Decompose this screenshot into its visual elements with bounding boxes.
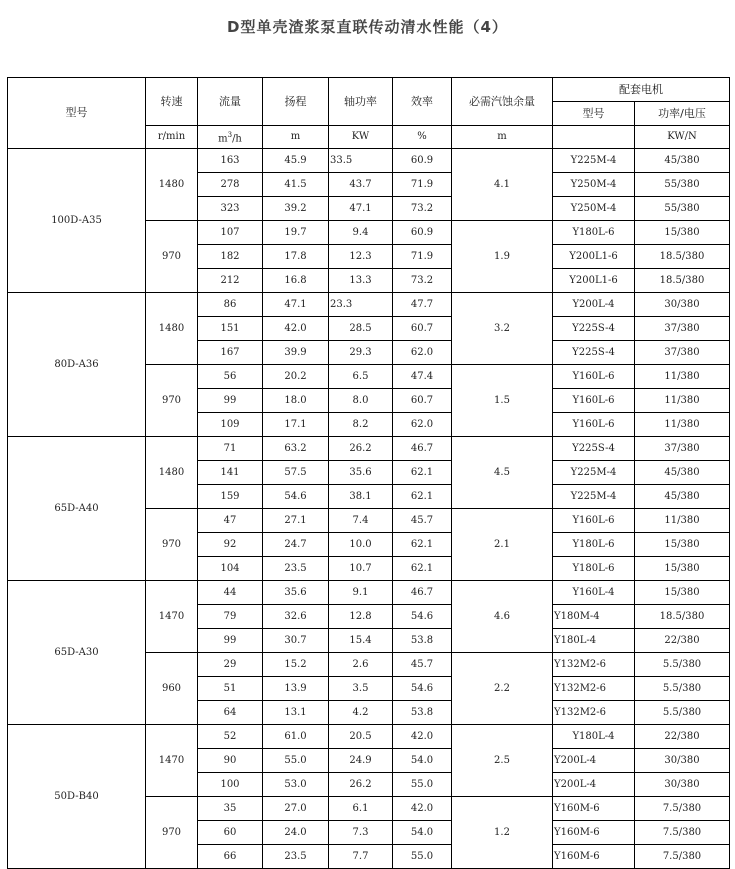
cell-shaft-power: 8.0 [329, 389, 393, 413]
cell-shaft-power: 6.1 [329, 797, 393, 821]
cell-efficiency: 62.1 [393, 557, 452, 581]
cell-motor-model: Y225M-4 [553, 149, 635, 173]
cell-efficiency: 42.0 [393, 725, 452, 749]
cell-motor-power: 45/380 [635, 149, 730, 173]
cell-motor-model: Y180L-4 [553, 725, 635, 749]
cell-efficiency: 60.7 [393, 317, 452, 341]
cell-head: 61.0 [263, 725, 329, 749]
cell-head: 55.0 [263, 749, 329, 773]
cell-efficiency: 60.9 [393, 221, 452, 245]
cell-shaft-power: 35.6 [329, 461, 393, 485]
cell-model: 100D-A35 [8, 149, 146, 293]
cell-shaft-power: 23.3 [329, 293, 393, 317]
cell-motor-model: Y200L-4 [553, 773, 635, 797]
cell-head: 23.5 [263, 557, 329, 581]
cell-efficiency: 55.0 [393, 773, 452, 797]
cell-shaft-power: 9.1 [329, 581, 393, 605]
cell-npsh: 1.9 [452, 221, 553, 293]
cell-head: 27.0 [263, 797, 329, 821]
cell-motor-model: Y225S-4 [553, 341, 635, 365]
cell-flow: 151 [198, 317, 263, 341]
cell-efficiency: 73.2 [393, 197, 452, 221]
cell-flow: 86 [198, 293, 263, 317]
cell-flow: 60 [198, 821, 263, 845]
cell-motor-power: 45/380 [635, 461, 730, 485]
cell-head: 54.6 [263, 485, 329, 509]
cell-flow: 92 [198, 533, 263, 557]
cell-efficiency: 71.9 [393, 245, 452, 269]
cell-motor-model: Y250M-4 [553, 197, 635, 221]
cell-model: 80D-A36 [8, 293, 146, 437]
cell-motor-model: Y225S-4 [553, 317, 635, 341]
cell-motor-power: 11/380 [635, 413, 730, 437]
unit-motor-model [553, 126, 635, 149]
header-head: 扬程 [263, 78, 329, 126]
cell-flow: 100 [198, 773, 263, 797]
cell-shaft-power: 4.2 [329, 701, 393, 725]
cell-speed: 1480 [146, 149, 198, 221]
cell-shaft-power: 7.7 [329, 845, 393, 869]
cell-shaft-power: 15.4 [329, 629, 393, 653]
cell-flow: 278 [198, 173, 263, 197]
cell-efficiency: 62.1 [393, 461, 452, 485]
cell-motor-model: Y200L1-6 [553, 269, 635, 293]
cell-head: 24.0 [263, 821, 329, 845]
cell-speed: 970 [146, 365, 198, 437]
cell-efficiency: 60.7 [393, 389, 452, 413]
cell-head: 15.2 [263, 653, 329, 677]
cell-head: 47.1 [263, 293, 329, 317]
cell-motor-model: Y250M-4 [553, 173, 635, 197]
cell-npsh: 4.6 [452, 581, 553, 653]
cell-motor-model: Y225M-4 [553, 461, 635, 485]
cell-efficiency: 62.0 [393, 413, 452, 437]
cell-efficiency: 54.6 [393, 605, 452, 629]
unit-motor-power: KW/N [635, 126, 730, 149]
cell-head: 17.8 [263, 245, 329, 269]
cell-head: 39.9 [263, 341, 329, 365]
header-speed: 转速 [146, 78, 198, 126]
cell-head: 16.8 [263, 269, 329, 293]
cell-flow: 109 [198, 413, 263, 437]
cell-motor-model: Y160L-6 [553, 413, 635, 437]
cell-motor-model: Y225S-4 [553, 437, 635, 461]
cell-flow: 212 [198, 269, 263, 293]
table-row [8, 437, 730, 461]
cell-motor-model: Y160M-6 [553, 797, 635, 821]
cell-efficiency: 54.0 [393, 821, 452, 845]
page-title: D型单壳渣浆泵直联传动清水性能（4） [227, 18, 508, 36]
unit-shaft-power: KW [329, 126, 393, 149]
cell-shaft-power: 7.3 [329, 821, 393, 845]
cell-head: 17.1 [263, 413, 329, 437]
cell-head: 35.6 [263, 581, 329, 605]
cell-motor-model: Y180L-6 [553, 533, 635, 557]
cell-speed: 960 [146, 653, 198, 725]
cell-flow: 29 [198, 653, 263, 677]
cell-flow: 107 [198, 221, 263, 245]
cell-flow: 90 [198, 749, 263, 773]
cell-shaft-power: 10.0 [329, 533, 393, 557]
cell-efficiency: 54.0 [393, 749, 452, 773]
cell-motor-model: Y180M-4 [553, 605, 635, 629]
cell-flow: 44 [198, 581, 263, 605]
cell-motor-power: 22/380 [635, 725, 730, 749]
cell-shaft-power: 26.2 [329, 437, 393, 461]
cell-motor-power: 37/380 [635, 317, 730, 341]
cell-npsh: 2.5 [452, 725, 553, 797]
header-model: 型号 [8, 78, 146, 149]
cell-efficiency: 47.4 [393, 365, 452, 389]
cell-npsh: 4.5 [452, 437, 553, 509]
cell-motor-model: Y160L-6 [553, 389, 635, 413]
cell-motor-power: 30/380 [635, 293, 730, 317]
cell-head: 45.9 [263, 149, 329, 173]
cell-npsh: 1.2 [452, 797, 553, 869]
cell-motor-model: Y180L-6 [553, 557, 635, 581]
cell-motor-model: Y200L-4 [553, 749, 635, 773]
cell-flow: 104 [198, 557, 263, 581]
cell-motor-model: Y180L-4 [553, 629, 635, 653]
cell-model: 50D-B40 [8, 725, 146, 869]
cell-motor-model: Y132M2-6 [553, 677, 635, 701]
cell-flow: 64 [198, 701, 263, 725]
cell-motor-power: 5.5/380 [635, 653, 730, 677]
cell-motor-power: 11/380 [635, 509, 730, 533]
cell-head: 13.1 [263, 701, 329, 725]
cell-model: 65D-A30 [8, 581, 146, 725]
cell-motor-power: 11/380 [635, 389, 730, 413]
table-row [8, 149, 730, 173]
cell-speed: 970 [146, 221, 198, 293]
cell-head: 24.7 [263, 533, 329, 557]
cell-flow: 35 [198, 797, 263, 821]
cell-motor-power: 22/380 [635, 629, 730, 653]
cell-flow: 66 [198, 845, 263, 869]
unit-speed: r/min [146, 126, 198, 149]
table-row [8, 725, 730, 749]
cell-motor-power: 37/380 [635, 437, 730, 461]
cell-efficiency: 42.0 [393, 797, 452, 821]
cell-efficiency: 53.8 [393, 629, 452, 653]
cell-head: 42.0 [263, 317, 329, 341]
cell-motor-model: Y200L-4 [553, 293, 635, 317]
header-motor-model: 型号 [553, 102, 635, 126]
cell-flow: 141 [198, 461, 263, 485]
cell-head: 19.7 [263, 221, 329, 245]
cell-efficiency: 73.2 [393, 269, 452, 293]
cell-motor-power: 15/380 [635, 557, 730, 581]
cell-efficiency: 45.7 [393, 653, 452, 677]
cell-efficiency: 46.7 [393, 437, 452, 461]
cell-motor-power: 30/380 [635, 773, 730, 797]
cell-flow: 163 [198, 149, 263, 173]
cell-motor-power: 37/380 [635, 341, 730, 365]
cell-motor-power: 30/380 [635, 749, 730, 773]
cell-speed: 1480 [146, 437, 198, 509]
cell-shaft-power: 3.5 [329, 677, 393, 701]
table-row [8, 581, 730, 605]
unit-npsh: m [452, 126, 553, 149]
cell-flow: 167 [198, 341, 263, 365]
cell-npsh: 4.1 [452, 149, 553, 221]
cell-motor-power: 5.5/380 [635, 677, 730, 701]
cell-speed: 970 [146, 509, 198, 581]
cell-motor-model: Y132M2-6 [553, 653, 635, 677]
cell-flow: 99 [198, 389, 263, 413]
cell-shaft-power: 20.5 [329, 725, 393, 749]
header-npsh: 必需汽蚀余量 [452, 78, 553, 126]
cell-motor-power: 55/380 [635, 173, 730, 197]
cell-flow: 47 [198, 509, 263, 533]
cell-efficiency: 54.6 [393, 677, 452, 701]
cell-flow: 159 [198, 485, 263, 509]
cell-efficiency: 55.0 [393, 845, 452, 869]
cell-head: 23.5 [263, 845, 329, 869]
cell-motor-model: Y200L1-6 [553, 245, 635, 269]
unit-flow: $m^3/h$ [198, 126, 263, 149]
header-motor-power: 功率/电压 [635, 102, 730, 126]
cell-flow: 99 [198, 629, 263, 653]
cell-head: 57.5 [263, 461, 329, 485]
cell-head: 18.0 [263, 389, 329, 413]
cell-shaft-power: 2.6 [329, 653, 393, 677]
cell-motor-power: 18.5/380 [635, 269, 730, 293]
cell-npsh: 2.2 [452, 653, 553, 725]
cell-shaft-power: 9.4 [329, 221, 393, 245]
header-motor: 配套电机 [553, 78, 730, 102]
cell-motor-power: 15/380 [635, 221, 730, 245]
cell-shaft-power: 47.1 [329, 197, 393, 221]
cell-motor-model: Y160L-6 [553, 509, 635, 533]
cell-motor-power: 18.5/380 [635, 605, 730, 629]
cell-efficiency: 62.1 [393, 533, 452, 557]
table-body [8, 149, 730, 869]
cell-npsh: 2.1 [452, 509, 553, 581]
cell-flow: 71 [198, 437, 263, 461]
cell-shaft-power: 43.7 [329, 173, 393, 197]
cell-efficiency: 71.9 [393, 173, 452, 197]
cell-shaft-power: 38.1 [329, 485, 393, 509]
cell-shaft-power: 28.5 [329, 317, 393, 341]
cell-model: 65D-A40 [8, 437, 146, 581]
cell-motor-power: 55/380 [635, 197, 730, 221]
cell-motor-model: Y225M-4 [553, 485, 635, 509]
cell-head: 20.2 [263, 365, 329, 389]
unit-efficiency: % [393, 126, 452, 149]
cell-shaft-power: 12.3 [329, 245, 393, 269]
cell-shaft-power: 24.9 [329, 749, 393, 773]
cell-efficiency: 53.8 [393, 701, 452, 725]
cell-speed: 970 [146, 797, 198, 869]
cell-flow: 51 [198, 677, 263, 701]
cell-speed: 1470 [146, 581, 198, 653]
cell-flow: 56 [198, 365, 263, 389]
unit-head: m [263, 126, 329, 149]
cell-efficiency: 62.0 [393, 341, 452, 365]
cell-motor-power: 11/380 [635, 365, 730, 389]
cell-motor-model: Y132M2-6 [553, 701, 635, 725]
header-shaft-power: 轴功率 [329, 78, 393, 126]
cell-efficiency: 62.1 [393, 485, 452, 509]
cell-efficiency: 45.7 [393, 509, 452, 533]
cell-shaft-power: 7.4 [329, 509, 393, 533]
cell-shaft-power: 6.5 [329, 365, 393, 389]
cell-shaft-power: 12.8 [329, 605, 393, 629]
cell-head: 32.6 [263, 605, 329, 629]
cell-head: 39.2 [263, 197, 329, 221]
cell-shaft-power: 29.3 [329, 341, 393, 365]
cell-motor-power: 45/380 [635, 485, 730, 509]
cell-head: 63.2 [263, 437, 329, 461]
cell-motor-power: 5.5/380 [635, 701, 730, 725]
cell-motor-power: 7.5/380 [635, 797, 730, 821]
cell-shaft-power: 33.5 [329, 149, 393, 173]
cell-motor-power: 15/380 [635, 581, 730, 605]
cell-shaft-power: 8.2 [329, 413, 393, 437]
cell-motor-power: 18.5/380 [635, 245, 730, 269]
header-efficiency: 效率 [393, 78, 452, 126]
cell-shaft-power: 26.2 [329, 773, 393, 797]
cell-motor-power: 15/380 [635, 533, 730, 557]
cell-efficiency: 47.7 [393, 293, 452, 317]
cell-motor-power: 7.5/380 [635, 845, 730, 869]
cell-flow: 323 [198, 197, 263, 221]
performance-table [7, 77, 730, 869]
cell-flow: 52 [198, 725, 263, 749]
cell-motor-model: Y160L-4 [553, 581, 635, 605]
cell-efficiency: 60.9 [393, 149, 452, 173]
cell-head: 27.1 [263, 509, 329, 533]
cell-motor-model: Y180L-6 [553, 221, 635, 245]
cell-shaft-power: 10.7 [329, 557, 393, 581]
cell-npsh: 3.2 [452, 293, 553, 365]
table-row [8, 293, 730, 317]
cell-head: 53.0 [263, 773, 329, 797]
cell-flow: 79 [198, 605, 263, 629]
cell-speed: 1470 [146, 725, 198, 797]
cell-head: 30.7 [263, 629, 329, 653]
header-flow: 流量 [198, 78, 263, 126]
cell-head: 13.9 [263, 677, 329, 701]
cell-motor-power: 7.5/380 [635, 821, 730, 845]
cell-motor-model: Y160M-6 [553, 821, 635, 845]
cell-head: 41.5 [263, 173, 329, 197]
cell-shaft-power: 13.3 [329, 269, 393, 293]
cell-speed: 1480 [146, 293, 198, 365]
cell-motor-model: Y160M-6 [553, 845, 635, 869]
cell-motor-model: Y160L-6 [553, 365, 635, 389]
cell-npsh: 1.5 [452, 365, 553, 437]
cell-flow: 182 [198, 245, 263, 269]
cell-efficiency: 46.7 [393, 581, 452, 605]
